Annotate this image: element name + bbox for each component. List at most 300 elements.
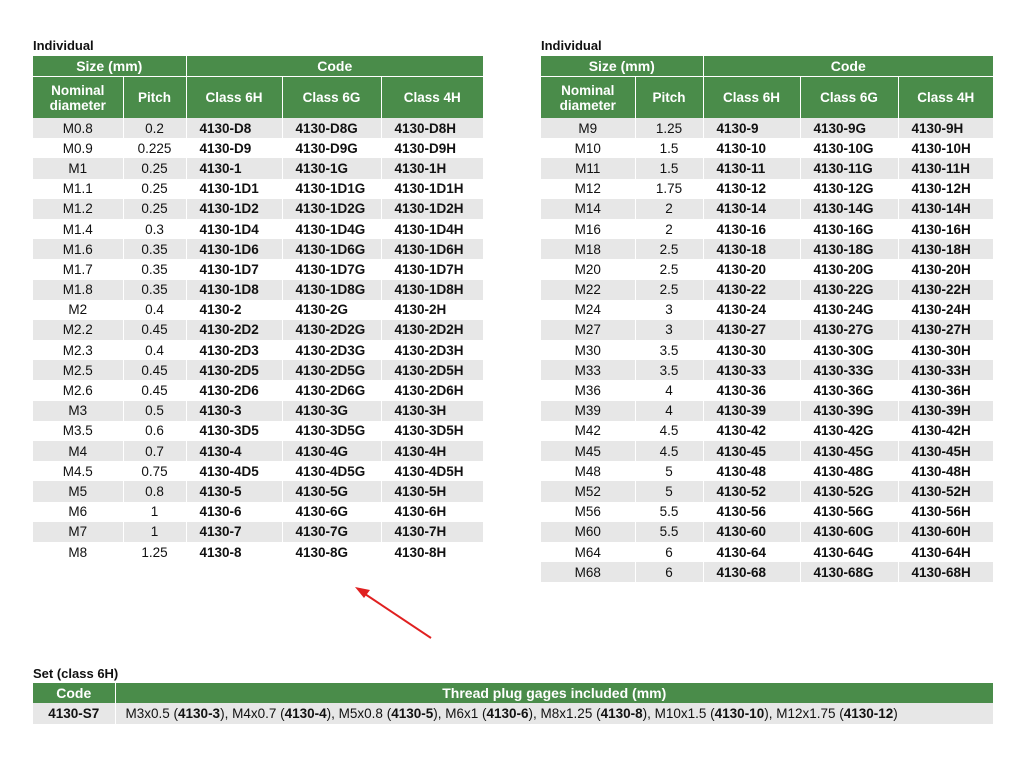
- class-6h-code-cell: 4130-4: [186, 441, 282, 461]
- pitch-cell: 1: [123, 502, 186, 522]
- class-6h-code-cell: 4130-1: [186, 158, 282, 178]
- pitch-cell: 3.5: [635, 340, 703, 360]
- class-4h-code-cell: 4130-2D2H: [381, 320, 483, 340]
- code-group-header: Code: [186, 56, 483, 77]
- table-row: [541, 441, 993, 461]
- class-6g-code-cell: 4130-27G: [800, 320, 898, 340]
- nominal-diameter-cell: M8: [33, 542, 123, 562]
- table-row: [541, 138, 993, 158]
- nominal-diameter-cell: M2.5: [33, 360, 123, 380]
- set-item-code: 4130-6: [486, 706, 529, 721]
- table-row: [33, 118, 483, 138]
- table-row: [541, 421, 993, 441]
- pitch-cell: 5: [635, 481, 703, 501]
- class-4h-code-cell: 4130-9H: [898, 118, 993, 138]
- nominal-diameter-cell: M56: [541, 502, 635, 522]
- class-4h-header: Class 4H: [898, 77, 993, 119]
- nominal-diameter-cell: M45: [541, 441, 635, 461]
- set-item-code: 4130-5: [391, 706, 434, 721]
- table-row: [33, 320, 483, 340]
- class-4h-code-cell: 4130-1D7H: [381, 259, 483, 279]
- class-4h-code-cell: 4130-45H: [898, 441, 993, 461]
- pitch-cell: 1.5: [635, 138, 703, 158]
- class-6h-code-cell: 4130-1D7: [186, 259, 282, 279]
- class-6g-code-cell: 4130-16G: [800, 219, 898, 239]
- class-4h-header: Class 4H: [381, 77, 483, 119]
- table-row: [33, 300, 483, 320]
- class-6h-code-cell: 4130-33: [703, 360, 800, 380]
- pitch-cell: 0.225: [123, 138, 186, 158]
- class-6h-code-cell: 4130-52: [703, 481, 800, 501]
- table-row: [541, 562, 993, 582]
- class-6g-code-cell: 4130-2D3G: [282, 340, 381, 360]
- class-6h-code-cell: 4130-36: [703, 380, 800, 400]
- class-6g-code-cell: 4130-1D7G: [282, 259, 381, 279]
- class-6h-code-cell: 4130-18: [703, 239, 800, 259]
- class-6g-code-cell: 4130-1G: [282, 158, 381, 178]
- pitch-cell: 0.2: [123, 118, 186, 138]
- table-row: [33, 461, 483, 481]
- pitch-cell: 4.5: [635, 421, 703, 441]
- table-row: [33, 259, 483, 279]
- class-4h-code-cell: 4130-D9H: [381, 138, 483, 158]
- class-4h-code-cell: 4130-10H: [898, 138, 993, 158]
- class-6g-code-cell: 4130-1D6G: [282, 239, 381, 259]
- class-4h-code-cell: 4130-11H: [898, 158, 993, 178]
- class-6h-code-cell: 4130-5: [186, 481, 282, 501]
- right-table-body: [541, 118, 993, 582]
- class-6g-code-cell: 4130-56G: [800, 502, 898, 522]
- class-4h-code-cell: 4130-1D2H: [381, 199, 483, 219]
- pitch-header: Pitch: [123, 77, 186, 119]
- class-4h-code-cell: 4130-3H: [381, 401, 483, 421]
- class-6h-code-cell: 4130-1D6: [186, 239, 282, 259]
- class-6h-code-cell: 4130-42: [703, 421, 800, 441]
- class-6g-code-cell: 4130-20G: [800, 259, 898, 279]
- class-4h-code-cell: 4130-2D3H: [381, 340, 483, 360]
- set-item-size: M12x1.75: [776, 706, 836, 721]
- class-4h-code-cell: 4130-2D6H: [381, 380, 483, 400]
- table-row: [541, 502, 993, 522]
- class-4h-code-cell: 4130-42H: [898, 421, 993, 441]
- class-4h-code-cell: 4130-12H: [898, 179, 993, 199]
- nominal-diameter-cell: M36: [541, 380, 635, 400]
- class-6g-header: Class 6G: [800, 77, 898, 119]
- class-6g-code-cell: 4130-7G: [282, 522, 381, 542]
- set-included-cell: M3x0.5 (4130-3), M4x0.7 (4130-4), M5x0.8 (4130-5), M6x1 (4130-6), M8x1.25 (4130-8), M10x1.5 (4130-10), M12x1.75 (4130-12): [115, 703, 993, 724]
- nominal-diameter-cell: M2.2: [33, 320, 123, 340]
- class-6g-code-cell: 4130-4G: [282, 441, 381, 461]
- nominal-diameter-cell: M0.9: [33, 138, 123, 158]
- pitch-cell: 0.35: [123, 280, 186, 300]
- size-group-header: Size (mm): [541, 56, 703, 77]
- table-row: [541, 401, 993, 421]
- pitch-cell: 1.75: [635, 179, 703, 199]
- class-4h-code-cell: 4130-33H: [898, 360, 993, 380]
- class-4h-code-cell: 4130-1D4H: [381, 219, 483, 239]
- class-6g-code-cell: 4130-1D8G: [282, 280, 381, 300]
- class-4h-code-cell: 4130-27H: [898, 320, 993, 340]
- class-6g-code-cell: 4130-2G: [282, 300, 381, 320]
- pitch-cell: 5: [635, 461, 703, 481]
- class-6h-code-cell: 4130-4D5: [186, 461, 282, 481]
- class-6h-code-cell: 4130-68: [703, 562, 800, 582]
- class-6g-code-cell: 4130-45G: [800, 441, 898, 461]
- pitch-cell: 2: [635, 219, 703, 239]
- class-4h-code-cell: 4130-20H: [898, 259, 993, 279]
- class-6g-code-cell: 4130-12G: [800, 179, 898, 199]
- class-6h-code-cell: 4130-14: [703, 199, 800, 219]
- table-row: [33, 421, 483, 441]
- code-group-header: Code: [703, 56, 993, 77]
- nominal-diameter-cell: M11: [541, 158, 635, 178]
- pitch-cell: 5.5: [635, 522, 703, 542]
- class-4h-code-cell: 4130-4D5H: [381, 461, 483, 481]
- class-6g-code-cell: 4130-30G: [800, 340, 898, 360]
- pitch-cell: 2.5: [635, 280, 703, 300]
- table-row: [541, 259, 993, 279]
- class-4h-code-cell: 4130-1H: [381, 158, 483, 178]
- table-row: [33, 138, 483, 158]
- class-6g-code-cell: 4130-2D6G: [282, 380, 381, 400]
- table-row: [33, 380, 483, 400]
- table-row: [541, 360, 993, 380]
- left-table-body: [33, 118, 483, 562]
- class-4h-code-cell: 4130-14H: [898, 199, 993, 219]
- pitch-cell: 3: [635, 320, 703, 340]
- pitch-cell: 0.6: [123, 421, 186, 441]
- class-4h-code-cell: 4130-2D5H: [381, 360, 483, 380]
- set-item-size: M6x1: [445, 706, 479, 721]
- class-6h-code-cell: 4130-22: [703, 280, 800, 300]
- table-row: [541, 380, 993, 400]
- class-6h-code-cell: 4130-6: [186, 502, 282, 522]
- class-6g-code-cell: 4130-D9G: [282, 138, 381, 158]
- pitch-cell: 0.25: [123, 179, 186, 199]
- set-item-size: M10x1.5: [654, 706, 707, 721]
- class-4h-code-cell: 4130-39H: [898, 401, 993, 421]
- table-row: [33, 522, 483, 542]
- class-6h-code-cell: 4130-D9: [186, 138, 282, 158]
- table-row: [33, 179, 483, 199]
- pitch-cell: 0.35: [123, 239, 186, 259]
- nominal-diameter-cell: M64: [541, 542, 635, 562]
- class-4h-code-cell: 4130-36H: [898, 380, 993, 400]
- table-row: [541, 118, 993, 138]
- pitch-cell: 2.5: [635, 239, 703, 259]
- class-6g-code-cell: 4130-5G: [282, 481, 381, 501]
- right-table-title: Individual: [541, 38, 602, 53]
- class-6h-code-cell: 4130-64: [703, 542, 800, 562]
- class-6g-code-cell: 4130-4D5G: [282, 461, 381, 481]
- nominal-diameter-cell: M0.8: [33, 118, 123, 138]
- nominal-diameter-cell: M18: [541, 239, 635, 259]
- class-6g-code-cell: 4130-48G: [800, 461, 898, 481]
- pitch-cell: 0.25: [123, 158, 186, 178]
- class-4h-code-cell: 4130-68H: [898, 562, 993, 582]
- nominal-diameter-cell: M1.7: [33, 259, 123, 279]
- class-6g-code-cell: 4130-2D2G: [282, 320, 381, 340]
- nominal-diameter-cell: M2.6: [33, 380, 123, 400]
- table-row: [541, 461, 993, 481]
- left-table-title: Individual: [33, 38, 94, 53]
- class-6g-code-cell: 4130-10G: [800, 138, 898, 158]
- nominal-diameter-cell: M1.8: [33, 280, 123, 300]
- table-row: [541, 199, 993, 219]
- table-row: [33, 219, 483, 239]
- pitch-cell: 1.25: [635, 118, 703, 138]
- table-row: [33, 542, 483, 562]
- nominal-diameter-cell: M4.5: [33, 461, 123, 481]
- class-6h-code-cell: 4130-30: [703, 340, 800, 360]
- table-row: [541, 542, 993, 562]
- nominal-diameter-cell: M24: [541, 300, 635, 320]
- class-4h-code-cell: 4130-3D5H: [381, 421, 483, 441]
- class-4h-code-cell: 4130-1D6H: [381, 239, 483, 259]
- class-6h-code-cell: 4130-16: [703, 219, 800, 239]
- pitch-cell: 0.35: [123, 259, 186, 279]
- class-4h-code-cell: 4130-24H: [898, 300, 993, 320]
- pitch-cell: 0.8: [123, 481, 186, 501]
- class-6h-code-cell: 4130-39: [703, 401, 800, 421]
- set-table: [33, 683, 993, 724]
- nominal-diameter-cell: M52: [541, 481, 635, 501]
- pitch-cell: 0.4: [123, 300, 186, 320]
- class-6h-header: Class 6H: [703, 77, 800, 119]
- class-6g-code-cell: 4130-8G: [282, 542, 381, 562]
- pitch-cell: 0.45: [123, 320, 186, 340]
- class-6h-code-cell: 4130-11: [703, 158, 800, 178]
- class-4h-code-cell: 4130-D8H: [381, 118, 483, 138]
- nominal-diameter-cell: M1.1: [33, 179, 123, 199]
- table-row: [541, 522, 993, 542]
- table-row: [33, 441, 483, 461]
- nominal-diameter-header: Nominal diameter: [541, 77, 635, 119]
- class-6g-code-cell: 4130-22G: [800, 280, 898, 300]
- table-row: [33, 199, 483, 219]
- size-group-header: Size (mm): [33, 56, 186, 77]
- class-4h-code-cell: 4130-2H: [381, 300, 483, 320]
- table-row: [541, 179, 993, 199]
- class-4h-code-cell: 4130-6H: [381, 502, 483, 522]
- class-6h-code-cell: 4130-2D5: [186, 360, 282, 380]
- nominal-diameter-cell: M1.4: [33, 219, 123, 239]
- nominal-diameter-cell: M14: [541, 199, 635, 219]
- nominal-diameter-cell: M27: [541, 320, 635, 340]
- set-item-code: 4130-10: [714, 706, 765, 721]
- nominal-diameter-cell: M68: [541, 562, 635, 582]
- nominal-diameter-cell: M60: [541, 522, 635, 542]
- set-included-header: Thread plug gages included (mm): [115, 683, 993, 703]
- class-4h-code-cell: 4130-4H: [381, 441, 483, 461]
- pitch-cell: 4.5: [635, 441, 703, 461]
- table-row: [541, 280, 993, 300]
- class-6h-code-cell: 4130-2: [186, 300, 282, 320]
- nominal-diameter-cell: M4: [33, 441, 123, 461]
- pitch-cell: 1.25: [123, 542, 186, 562]
- class-6g-code-cell: 4130-14G: [800, 199, 898, 219]
- class-6g-code-cell: 4130-3D5G: [282, 421, 381, 441]
- nominal-diameter-cell: M6: [33, 502, 123, 522]
- class-6g-code-cell: 4130-24G: [800, 300, 898, 320]
- class-4h-code-cell: 4130-56H: [898, 502, 993, 522]
- class-4h-code-cell: 4130-18H: [898, 239, 993, 259]
- class-6h-code-cell: 4130-3: [186, 401, 282, 421]
- pitch-cell: 0.75: [123, 461, 186, 481]
- class-6g-code-cell: 4130-18G: [800, 239, 898, 259]
- nominal-diameter-cell: M42: [541, 421, 635, 441]
- pitch-cell: 1: [123, 522, 186, 542]
- table-row: [33, 401, 483, 421]
- set-item-code: 4130-4: [284, 706, 327, 721]
- class-6h-code-cell: 4130-1D4: [186, 219, 282, 239]
- nominal-diameter-cell: M12: [541, 179, 635, 199]
- class-4h-code-cell: 4130-16H: [898, 219, 993, 239]
- class-6h-code-cell: 4130-1D8: [186, 280, 282, 300]
- class-6h-code-cell: 4130-45: [703, 441, 800, 461]
- class-6h-code-cell: 4130-24: [703, 300, 800, 320]
- nominal-diameter-cell: M16: [541, 219, 635, 239]
- nominal-diameter-cell: M3.5: [33, 421, 123, 441]
- table-row: [541, 320, 993, 340]
- right-spec-table: [541, 56, 993, 582]
- set-table-title: Set (class 6H): [33, 666, 119, 681]
- set-item-size: M3x0.5: [125, 706, 170, 721]
- class-6h-code-cell: 4130-2D3: [186, 340, 282, 360]
- table-row: [541, 219, 993, 239]
- class-6g-code-cell: 4130-1D2G: [282, 199, 381, 219]
- class-6g-code-cell: 4130-1D1G: [282, 179, 381, 199]
- nominal-diameter-cell: M2.3: [33, 340, 123, 360]
- class-4h-code-cell: 4130-30H: [898, 340, 993, 360]
- nominal-diameter-cell: M10: [541, 138, 635, 158]
- nominal-diameter-cell: M20: [541, 259, 635, 279]
- class-6g-code-cell: 4130-D8G: [282, 118, 381, 138]
- table-row: [541, 340, 993, 360]
- class-6h-code-cell: 4130-20: [703, 259, 800, 279]
- class-6g-code-cell: 4130-39G: [800, 401, 898, 421]
- class-6h-code-cell: 4130-3D5: [186, 421, 282, 441]
- pitch-header: Pitch: [635, 77, 703, 119]
- pitch-cell: 6: [635, 542, 703, 562]
- class-4h-code-cell: 4130-52H: [898, 481, 993, 501]
- class-4h-code-cell: 4130-48H: [898, 461, 993, 481]
- nominal-diameter-cell: M2: [33, 300, 123, 320]
- class-4h-code-cell: 4130-64H: [898, 542, 993, 562]
- class-4h-code-cell: 4130-7H: [381, 522, 483, 542]
- pitch-cell: 0.45: [123, 360, 186, 380]
- pitch-cell: 0.7: [123, 441, 186, 461]
- set-item-code: 4130-12: [843, 706, 894, 721]
- class-6h-code-cell: 4130-7: [186, 522, 282, 542]
- pitch-cell: 4: [635, 401, 703, 421]
- set-code-cell: 4130-S7: [33, 703, 115, 724]
- pitch-cell: 3: [635, 300, 703, 320]
- pitch-cell: 0.25: [123, 199, 186, 219]
- class-4h-code-cell: 4130-1D8H: [381, 280, 483, 300]
- nominal-diameter-cell: M33: [541, 360, 635, 380]
- nominal-diameter-cell: M3: [33, 401, 123, 421]
- class-6g-code-cell: 4130-68G: [800, 562, 898, 582]
- class-4h-code-cell: 4130-8H: [381, 542, 483, 562]
- table-row: [33, 340, 483, 360]
- nominal-diameter-cell: M7: [33, 522, 123, 542]
- class-6h-code-cell: 4130-2D2: [186, 320, 282, 340]
- class-6g-code-cell: 4130-9G: [800, 118, 898, 138]
- table-row: [33, 360, 483, 380]
- class-6h-code-cell: 4130-12: [703, 179, 800, 199]
- class-6g-code-cell: 4130-2D5G: [282, 360, 381, 380]
- class-4h-code-cell: 4130-22H: [898, 280, 993, 300]
- class-6g-code-cell: 4130-1D4G: [282, 219, 381, 239]
- table-row: [541, 300, 993, 320]
- table-row: [33, 158, 483, 178]
- class-6h-code-cell: 4130-48: [703, 461, 800, 481]
- pitch-cell: 0.4: [123, 340, 186, 360]
- class-6h-code-cell: 4130-9: [703, 118, 800, 138]
- set-item-code: 4130-3: [178, 706, 221, 721]
- class-6h-header: Class 6H: [186, 77, 282, 119]
- nominal-diameter-cell: M9: [541, 118, 635, 138]
- table-row: [541, 481, 993, 501]
- class-6h-code-cell: 4130-1D2: [186, 199, 282, 219]
- class-6h-code-cell: 4130-56: [703, 502, 800, 522]
- nominal-diameter-cell: M30: [541, 340, 635, 360]
- class-6g-code-cell: 4130-42G: [800, 421, 898, 441]
- pitch-cell: 4: [635, 380, 703, 400]
- class-6g-code-cell: 4130-3G: [282, 401, 381, 421]
- pitch-cell: 0.5: [123, 401, 186, 421]
- pitch-cell: 1.5: [635, 158, 703, 178]
- class-6g-code-cell: 4130-60G: [800, 522, 898, 542]
- class-6g-code-cell: 4130-52G: [800, 481, 898, 501]
- pitch-cell: 5.5: [635, 502, 703, 522]
- table-row: [33, 239, 483, 259]
- pitch-cell: 0.45: [123, 380, 186, 400]
- set-item-code: 4130-8: [600, 706, 643, 721]
- class-6h-code-cell: 4130-1D1: [186, 179, 282, 199]
- class-6h-code-cell: 4130-10: [703, 138, 800, 158]
- nominal-diameter-cell: M5: [33, 481, 123, 501]
- nominal-diameter-cell: M39: [541, 401, 635, 421]
- pitch-cell: 0.3: [123, 219, 186, 239]
- nominal-diameter-cell: M1.2: [33, 199, 123, 219]
- class-4h-code-cell: 4130-60H: [898, 522, 993, 542]
- class-6g-code-cell: 4130-33G: [800, 360, 898, 380]
- class-4h-code-cell: 4130-1D1H: [381, 179, 483, 199]
- class-6h-code-cell: 4130-8: [186, 542, 282, 562]
- table-row: [33, 502, 483, 522]
- set-item-size: M8x1.25: [540, 706, 593, 721]
- set-item-size: M5x0.8: [338, 706, 383, 721]
- class-6h-code-cell: 4130-60: [703, 522, 800, 542]
- class-6g-header: Class 6G: [282, 77, 381, 119]
- table-row: [541, 239, 993, 259]
- class-6g-code-cell: 4130-11G: [800, 158, 898, 178]
- pitch-cell: 2.5: [635, 259, 703, 279]
- class-6g-code-cell: 4130-64G: [800, 542, 898, 562]
- nominal-diameter-cell: M22: [541, 280, 635, 300]
- pitch-cell: 3.5: [635, 360, 703, 380]
- pitch-cell: 6: [635, 562, 703, 582]
- left-spec-table: [33, 56, 483, 562]
- class-6h-code-cell: 4130-D8: [186, 118, 282, 138]
- set-item-size: M4x0.7: [232, 706, 277, 721]
- class-6h-code-cell: 4130-27: [703, 320, 800, 340]
- nominal-diameter-cell: M1.6: [33, 239, 123, 259]
- class-6g-code-cell: 4130-6G: [282, 502, 381, 522]
- nominal-diameter-cell: M48: [541, 461, 635, 481]
